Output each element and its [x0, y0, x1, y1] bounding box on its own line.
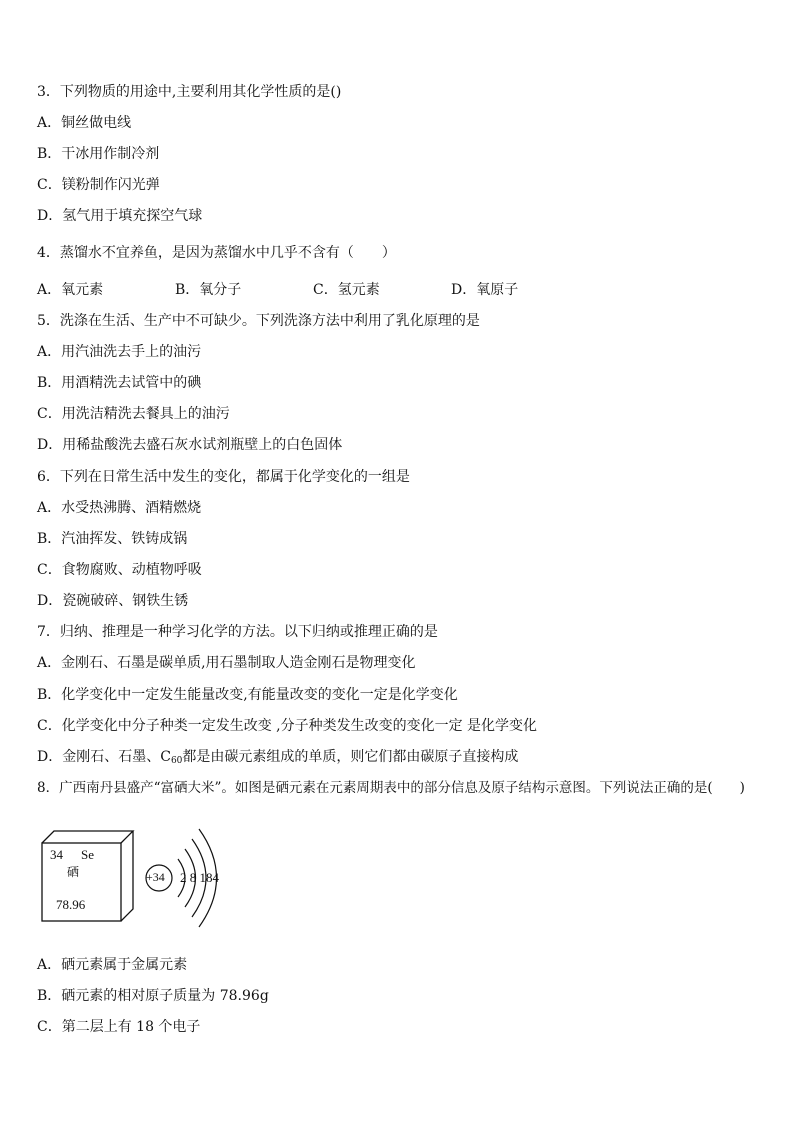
- q7-option-c: C．化学变化中分子种类一定发生改变 ,分子种类发生改变的变化一定 是化学变化: [37, 718, 538, 734]
- q3-option-c: C．镁粉制作闪光弹: [37, 177, 160, 193]
- q8-stem: 8．广西南丹县盛产“富硒大米”。如图是硒元素在元素周期表中的部分信息及原子结构示意图。下列说法正确的是( ): [37, 780, 745, 796]
- q8-option-c: C．第二层上有 18 个电子: [37, 1019, 201, 1035]
- q6-option-c: C．食物腐败、动植物呼吸: [37, 562, 202, 578]
- q8-option-b: B．硒元素的相对原子质量为 78.96g: [37, 988, 269, 1004]
- q7-option-a: A．金刚石、石墨是碳单质,用石墨制取人造金刚石是物理变化: [37, 655, 416, 671]
- q3-option-d: D．氢气用于填充探空气球: [37, 208, 203, 224]
- q4-option-c: C．氢元素: [313, 282, 380, 298]
- selenium-figure: [40, 815, 240, 935]
- q6-option-d: D．瓷碗破碎、钢铁生锈: [37, 593, 189, 609]
- q7-option-d-subscript: 60: [170, 756, 183, 766]
- q5-option-b: B．用酒精洗去试管中的碘: [37, 375, 202, 391]
- q8-option-a: A．硒元素属于金属元素: [37, 957, 188, 973]
- q7-option-b: B．化学变化中一定发生能量改变,有能量改变的变化一定是化学变化: [37, 687, 458, 703]
- q4-option-b: B．氧分子: [175, 282, 242, 298]
- q4-stem: 4．蒸馏水不宜养鱼，是因为蒸馏水中几乎不含有（ ）: [37, 245, 396, 261]
- q3-stem: 3．下列物质的用途中,主要利用其化学性质的是(): [37, 84, 342, 100]
- q4-option-a: A．氧元素: [37, 282, 104, 298]
- q7-option-d-before: D．金刚石、石墨、C: [37, 749, 171, 765]
- q5-stem: 5．洗涤在生活、生产中不可缺少。下列洗涤方法中利用了乳化原理的是: [37, 313, 480, 329]
- nucleus-charge: +34: [146, 870, 165, 884]
- atomic-number: 34: [50, 847, 63, 862]
- element-cell-side: [121, 831, 133, 921]
- q5-option-d: D．用稀盐酸洗去盛石灰水试剂瓶壁上的白色固体: [37, 437, 343, 453]
- q3-option-b: B．干冰用作制冷剂: [37, 146, 160, 162]
- q6-option-b: B．汽油挥发、铁铸成锅: [37, 531, 188, 547]
- element-symbol: Se: [81, 847, 94, 862]
- q7-option-d: [37, 748, 518, 770]
- atomic-mass: 78.96: [56, 897, 86, 912]
- q4-options-row: [37, 281, 597, 299]
- q7-option-d-after: 都是由碳元素组成的单质，则它们都由碳原子直接构成: [182, 749, 519, 765]
- q3-option-a: A．铜丝做电线: [37, 115, 132, 131]
- q6-option-a: A．水受热沸腾、酒精燃烧: [37, 500, 202, 516]
- q6-stem: 6．下列在日常生活中发生的变化，都属于化学变化的一组是: [37, 469, 410, 485]
- q5-option-c: C．用洗洁精洗去餐具上的油污: [37, 406, 230, 422]
- q4-option-d: D．氧原子: [451, 282, 519, 298]
- q5-option-a: A．用汽油洗去手上的油污: [37, 344, 202, 360]
- element-cell-top: [42, 831, 133, 843]
- electron-shells: 2 8 184: [180, 870, 219, 885]
- q7-stem: 7．归纳、推理是一种学习化学的方法。以下归纳或推理正确的是: [37, 624, 438, 640]
- element-name: 硒: [67, 865, 80, 879]
